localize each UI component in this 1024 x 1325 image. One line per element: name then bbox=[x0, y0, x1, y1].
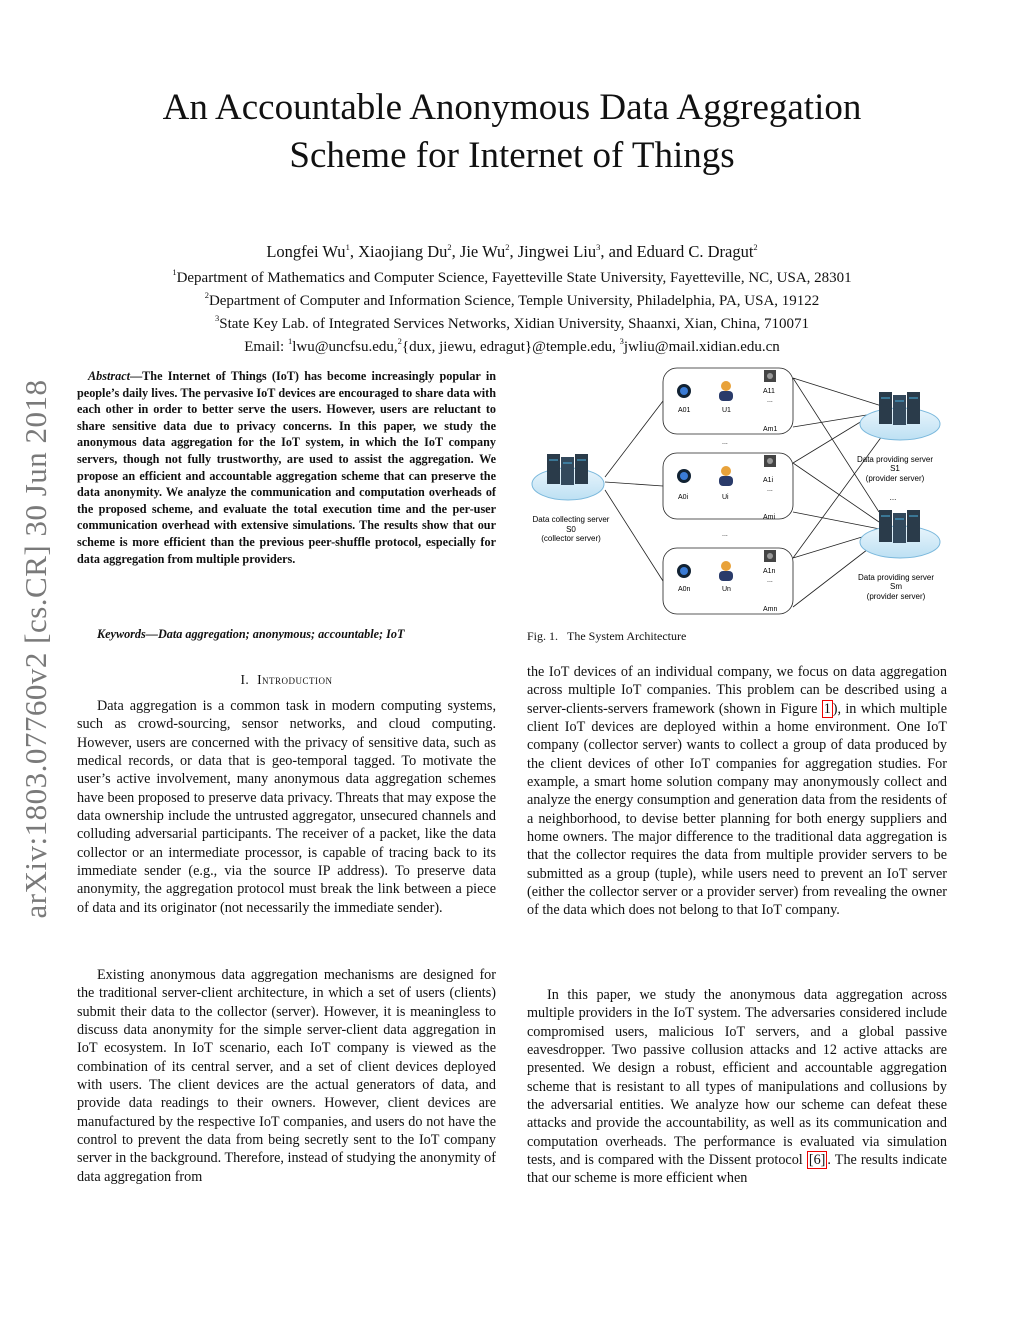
svg-text:...: ... bbox=[767, 397, 773, 404]
collector-symbol: S0 bbox=[566, 525, 576, 534]
author-list: Longfei Wu$^1$, Xiaojiang Du$^2$, Jie Wu$^2$, Jingwei Liu$^3$, and Eduard C. Dragut$^2$ bbox=[266, 242, 758, 261]
collector-role: (collector server) bbox=[541, 534, 601, 543]
svg-text:A0n: A0n bbox=[678, 586, 691, 593]
provider-server-1-icon bbox=[860, 392, 940, 440]
svg-text:A1n: A1n bbox=[763, 568, 776, 575]
svg-text:Data providing server: Data providing server bbox=[857, 573, 935, 582]
svg-text:A01: A01 bbox=[678, 407, 691, 414]
arxiv-identifier: arXiv:1803.07760v2 [cs.CR] 30 Jun 2018 bbox=[18, 379, 53, 919]
svg-text:(provider server): (provider server) bbox=[865, 474, 925, 483]
collector-server-icon bbox=[532, 454, 604, 500]
svg-text:Un: Un bbox=[722, 586, 731, 593]
affiliation-1: $^1$Department of Mathematics and Computer Science, Fayetteville State University, Fayetteville, NC, USA, 28301 bbox=[172, 267, 852, 286]
affiliation-2: $^2$Department of Computer and Information Science, Temple University, Philadelphia, PA, USA, 19122 bbox=[204, 290, 820, 309]
abstract: Abstract—The Internet of Things (IoT) has become increasingly popular in people’s daily lives. The pervasive IoT devices are encouraged to share data with each other in order to better serve the users. However, users are reluctant to share sensitive data due to privacy concerns. In this paper, we study the anonymous data aggregation for the IoT system, in which the IoT company servers, though not fully trustworthy, are used to assist the aggregation. We propose an efficient and accountable aggregation scheme that can preserve the data anonymity. We analyze the communication and computation overheads of the proposed scheme, and evaluate the total execution time and the per-user communication overhead with extensive simulations. The results show that our scheme is more efficient than the previous peer-shuffle protocol, especially for data aggregation from multiple providers. bbox=[77, 369, 496, 566]
section-heading: I. Introduction bbox=[240, 672, 333, 687]
svg-text:A0i: A0i bbox=[678, 494, 689, 501]
svg-text:Data providing server: Data providing server bbox=[856, 455, 934, 464]
svg-text:(provider server): (provider server) bbox=[866, 592, 926, 601]
svg-text:Sm: Sm bbox=[890, 582, 902, 591]
right-paragraph-1: the IoT devices of an individual company, we focus on data aggregation across multiple IoT companies. This problem can be described using a server-clients-servers framework (shown in Figure 1 ), in which multiple client IoT devices are deployed within a home environment. One IoT company (collector server) wants to collect a group of data produced by the client devices of other IoT companies for aggregation studies. For example, a smart home solution company may anonymously collect and analyze the energy consumption and generation data from the residents of a neighborhood, to devise better planning for both energy suppliers and home owners. The major difference to the traditional data aggregation is that the collector requires the data from multiple provider servers to be submitted as a group (tuple), while users need to prevent an IoT server (either the collector server or a provider server) from revealing the owner of the data which does not belong to that IoT company. bbox=[527, 664, 947, 919]
intro-paragraph-2: Existing anonymous data aggregation mechanisms are designed for the traditional server-client architecture, in which a set of users (clients) submit their data to the collector (server). However, it is meaningless to discuss data anonymity for the simple server-client data aggregation in IoT ecosystem. In IoT scenario, each IoT company is viewed as the combination of its central server, and a set of client devices deployed with users. The client devices are the actual generators of data, and provide data readings to their owners. However, client devices are manufactured by the respective IoT companies, and users do not have the control to prevent the data from being secretly sent to the IoT company server in the background. Therefore, instead of studying the anonymity of data aggregation from bbox=[77, 967, 496, 1185]
svg-text:Ami: Ami bbox=[763, 514, 776, 521]
svg-text:U1: U1 bbox=[722, 407, 731, 414]
svg-text:A11: A11 bbox=[763, 388, 775, 395]
svg-text:S1: S1 bbox=[890, 464, 900, 473]
collector-label: Data collecting server bbox=[532, 515, 610, 524]
citation-link[interactable]: [6] bbox=[808, 1152, 826, 1169]
svg-text:...: ... bbox=[722, 531, 728, 538]
svg-text:...: ... bbox=[722, 439, 728, 446]
figure-caption: Fig. 1. The System Architecture bbox=[527, 629, 687, 643]
svg-text:Am1: Am1 bbox=[763, 426, 778, 433]
svg-text:...: ... bbox=[767, 486, 773, 493]
keywords: Keywords—Data aggregation; anonymous; accountable; IoT bbox=[97, 627, 405, 641]
svg-text:...: ... bbox=[889, 493, 897, 502]
email-line: Email: $^1$lwu@uncfsu.edu,$^2${dux, jiewu, edragut}@temple.edu, $^3$jwliu@mail.xidian.edu.cn bbox=[244, 336, 780, 355]
paper-title: An Accountable Anonymous Data Aggregation Scheme for Internet of Things bbox=[162, 87, 862, 176]
svg-text:A1i: A1i bbox=[763, 477, 774, 484]
figure-reference-link[interactable]: 1 bbox=[823, 700, 831, 717]
affiliation-3: $^3$State Key Lab. of Integrated Services Networks, Xidian University, Shaanxi, Xian, China, 710071 bbox=[215, 313, 809, 332]
intro-paragraph-1: Data aggregation is a common task in modern computing systems, such as crowd-sourcing, sensor networks, and cloud computing. However, users are concerned with the privacy of sensitive data, such as medical records, or data that is geo-temporal tagged. To motivate the user’s active involvement, many anonymous data aggregation schemes have been proposed to preserve data privacy. Threats that may expose the data ownership include the untrusted aggregator, unsecured channels and colluding adversarial participants. The receiver of a packet, like the data collector or an intermediate processor, is capable of tracing back to its immediate sender (e.g., via the source IP address). To preserve data anonymity, the aggregation protocol must break the link between a piece of data and its originator (not necessarily the immediate sender). bbox=[77, 698, 496, 916]
iot-group-icons bbox=[677, 370, 776, 581]
system-architecture-figure bbox=[527, 362, 953, 620]
svg-text:Amn: Amn bbox=[763, 606, 778, 613]
svg-text:Ui: Ui bbox=[722, 494, 729, 501]
svg-text:...: ... bbox=[767, 577, 773, 584]
right-paragraph-2: In this paper, we study the anonymous data aggregation across multiple providers in the IoT system. The adversaries considered include compromised users, malicious IoT servers, and a global passive eavesdropper. Two passive collusion attacks and 12 active attacks are presented. We design a robust, efficient and accountable aggregation scheme that is resistant to all types of manipulations and collusions by the adversarial entities. We analyze how our scheme can defeat these attacks and provide the accountability, as well as its communication and computation overheads. The performance is evaluated via simulation tests, and is compared with the Dissent protocol [6] . The results indicate that our scheme is more efficient when bbox=[527, 987, 947, 1187]
